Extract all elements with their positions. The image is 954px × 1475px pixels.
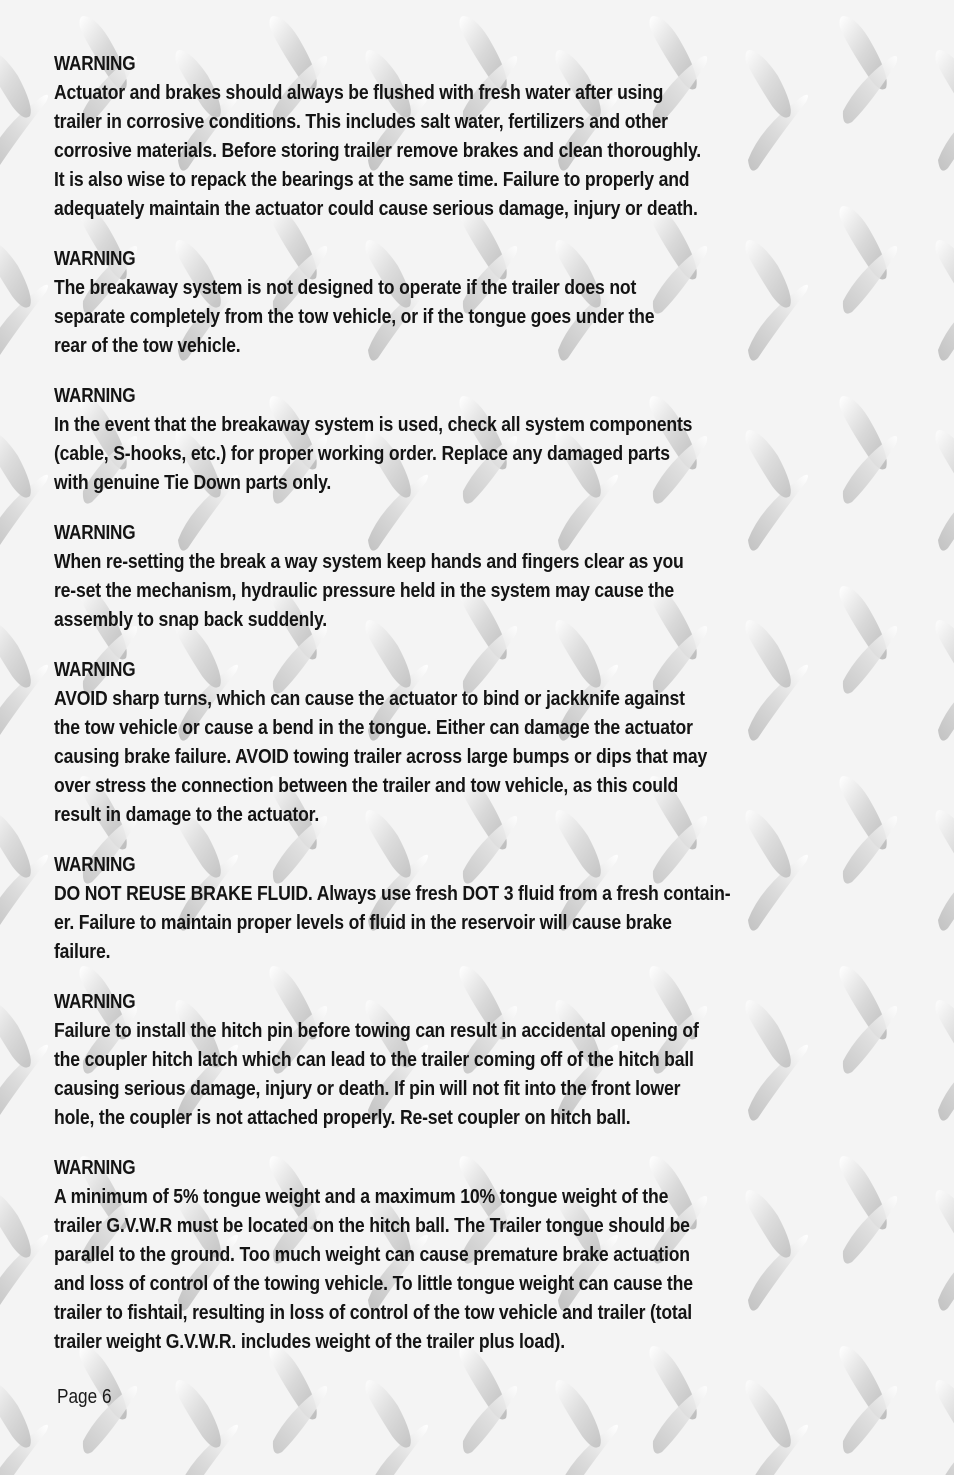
warning-heading: WARNING	[54, 659, 136, 681]
warning-body: DO NOT REUSE BRAKE FLUID. Always use fresh DOT 3 fluid from a fresh contain- er. Failure to maintain proper levels of fluid in the reservoir will cause brake failure.	[54, 883, 731, 963]
warning-block	[54, 245, 884, 361]
warning-body: Actuator and brakes should always be flushed with fresh water after using trailer in corrosive conditions. This includes salt water, fertilizers and other corrosive materials. Before storing trailer remove brakes and clean thoroughly. It is also wise to repack the bearings at the same time. Failure to properly and adequately maintain the actuator could cause serious damage, injury or death.	[54, 82, 701, 220]
warnings-list	[54, 50, 884, 1378]
warning-heading: WARNING	[54, 1157, 136, 1179]
warning-body: The breakaway system is not designed to operate if the trailer does not separate completely from the tow vehicle, or if the tongue goes under the rear of the tow vehicle.	[54, 277, 655, 357]
warning-block	[54, 988, 884, 1133]
warning-body: In the event that the breakaway system is used, check all system components (cable, S-hooks, etc.) for proper working order. Replace any damaged parts with genuine Tie Down parts only.	[54, 414, 693, 494]
warning-block	[54, 519, 884, 635]
warning-body: When re-setting the break a way system keep hands and fingers clear as you re-set the mechanism, hydraulic pressure held in the system may cause the assembly to snap back suddenly.	[54, 551, 684, 631]
warning-body: Failure to install the hitch pin before towing can result in accidental opening of the coupler hitch latch which can lead to the trailer coming off of the hitch ball causing serious damage, injury or death. If pin will not fit into the front lower hole, the coupler is not attached properly. Re-set coupler on hitch ball.	[54, 1020, 699, 1129]
warning-heading: WARNING	[54, 991, 136, 1013]
warning-body: A minimum of 5% tongue weight and a maximum 10% tongue weight of the trailer G.V.W.R must be located on the hitch ball. The Trailer tongue should be parallel to the ground. Too much weight can cause premature brake actuation and loss of control of the towing vehicle. To little tongue weight can cause the trailer to fishtail, resulting in loss of control of the tow vehicle and trailer (total trailer weight G.V.W.R. includes weight of the trailer plus load).	[54, 1186, 693, 1353]
warning-heading: WARNING	[54, 248, 136, 270]
warning-block	[54, 50, 884, 224]
warning-heading: WARNING	[54, 385, 136, 407]
warning-block	[54, 382, 884, 498]
warning-heading: WARNING	[54, 53, 136, 75]
warning-block	[54, 656, 884, 830]
warning-block	[54, 851, 884, 967]
warning-heading: WARNING	[54, 522, 136, 544]
warning-block	[54, 1154, 884, 1357]
warning-heading: WARNING	[54, 854, 136, 876]
page-number: Page 6	[57, 1386, 112, 1408]
warning-body: AVOID sharp turns, which can cause the actuator to bind or jackknife against the tow vehicle or cause a bend in the tongue. Either can damage the actuator causing brake failure. AVOID towing trailer across large bumps or dips that may over stress the connection between the trailer and tow vehicle, as this could result in damage to the actuator.	[54, 688, 708, 826]
